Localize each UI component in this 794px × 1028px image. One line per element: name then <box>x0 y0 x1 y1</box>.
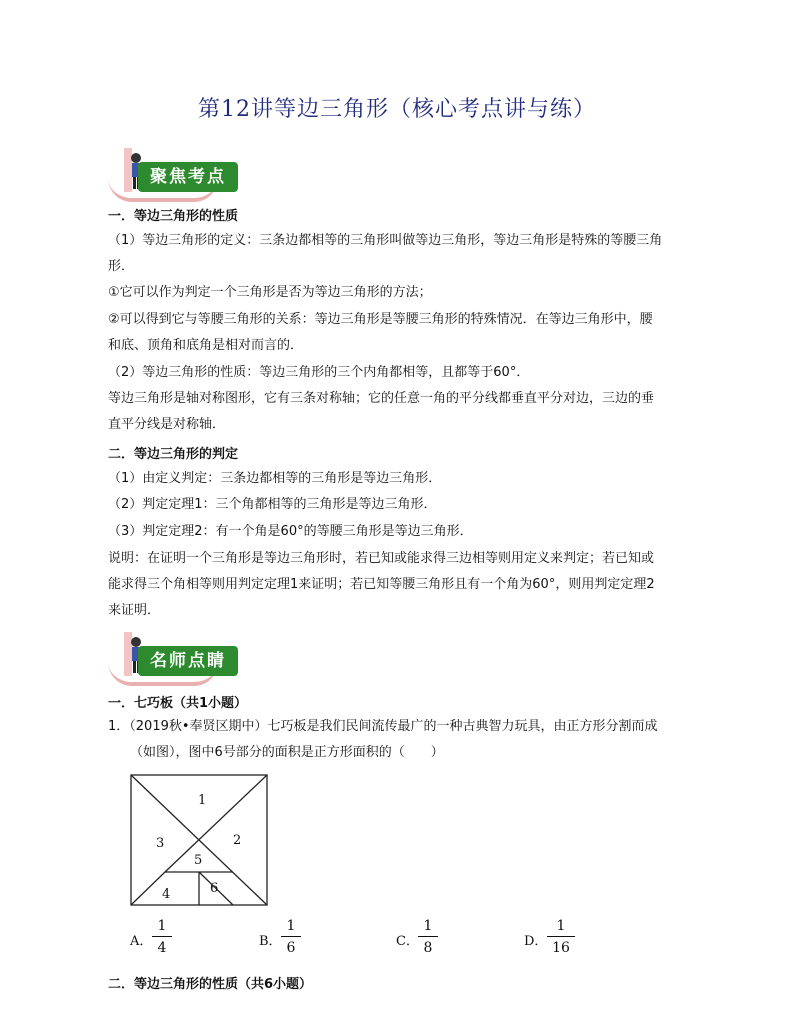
section2-line-2: （2）判定定理1：三个角都相等的三角形是等边三角形． <box>108 497 437 512</box>
section2-line-3: （3）判定定理2：有一个角是60°的等腰三角形是等边三角形． <box>108 524 473 539</box>
question-1-line-2: （如图），图中6号部分的面积是正方形面积的（ ） <box>130 745 444 760</box>
section-badge-teacher <box>104 632 244 684</box>
section1-line-4: ②可以得到它与等腰三角形的关系：等边三角形是等腰三角形的特殊情况．在等边三角形中，腰 <box>108 312 653 327</box>
section2-line-1: （1）由定义判定：三条边都相等的三角形是等边三角形． <box>108 471 442 486</box>
section2-line-6: 来证明． <box>108 603 161 618</box>
badge-label: 名师点睛 <box>138 646 238 676</box>
tangram-label-5: 5 <box>194 853 203 868</box>
fraction-denominator: 8 <box>423 940 433 956</box>
section-heading: 二．等边三角形的性质（共6小题） <box>108 977 313 992</box>
section-heading: 一．等边三角形的性质 <box>108 209 239 224</box>
section1-line-5: 和底、顶角和底角是相对而言的． <box>108 338 304 353</box>
section1-line-7: 等边三角形是轴对称图形，它有三条对称轴；它的任意一角的平分线都垂直平分对边，三边的垂 <box>108 391 655 406</box>
choice-a-fraction <box>152 916 172 959</box>
choice-a-letter[interactable]: A． <box>130 934 153 949</box>
section1-line-3: ①它可以作为判定一个三角形是否为等边三角形的方法； <box>108 285 432 300</box>
section1-line-6: （2）等边三角形的性质：等边三角形的三个内角都相等，且都等于60°． <box>108 365 530 380</box>
fraction-denominator: 6 <box>286 940 296 956</box>
question-1-line-1: 1．（2019秋•奉贤区期中）七巧板是我们民间流传最广的一种古典智力玩具，由正方形分割而成 <box>108 719 658 734</box>
tangram-label-6: 6 <box>210 881 219 896</box>
section-heading: 二．等边三角形的判定 <box>108 447 239 462</box>
page-title: 第12讲等边三角形（核心考点讲与练） <box>198 97 596 122</box>
fraction-denominator: 4 <box>157 940 167 956</box>
tangram-figure <box>130 774 268 906</box>
choice-c-fraction <box>418 916 438 959</box>
section1-line-8: 直平分线是对称轴． <box>108 417 226 432</box>
fraction-numerator: 1 <box>418 916 438 937</box>
badge-label: 聚焦考点 <box>138 162 238 192</box>
section1-line-2: 形． <box>108 259 135 274</box>
choice-b-letter[interactable]: B． <box>259 934 282 949</box>
tangram-label-1: 1 <box>198 793 207 808</box>
fraction-denominator: 16 <box>552 940 570 956</box>
choice-d-letter[interactable]: D． <box>524 934 548 949</box>
choice-b-fraction <box>281 916 301 959</box>
choice-d-fraction <box>547 916 575 959</box>
section1-line-1: （1）等边三角形的定义：三条边都相等的三角形叫做等边三角形，等边三角形是特殊的等腰三角 <box>108 233 663 248</box>
section-badge-focus <box>104 148 244 200</box>
tangram-label-2: 2 <box>233 833 242 848</box>
section2-line-4: 说明：在证明一个三角形是等边三角形时，若已知或能求得三边相等则用定义来判定；若已知或 <box>108 551 655 566</box>
fraction-numerator: 1 <box>281 916 301 937</box>
choice-c-letter[interactable]: C． <box>396 934 419 949</box>
section2-line-5: 能求得三个角相等则用判定定理1来证明；若已知等腰三角形且有一个角为60°，则用判定定理2 <box>108 577 655 592</box>
fraction-numerator: 1 <box>152 916 172 937</box>
tangram-label-3: 3 <box>156 836 165 851</box>
tangram-label-4: 4 <box>162 887 171 902</box>
fraction-numerator: 1 <box>547 916 575 937</box>
section-heading: 一．七巧板（共1小题） <box>108 696 248 711</box>
